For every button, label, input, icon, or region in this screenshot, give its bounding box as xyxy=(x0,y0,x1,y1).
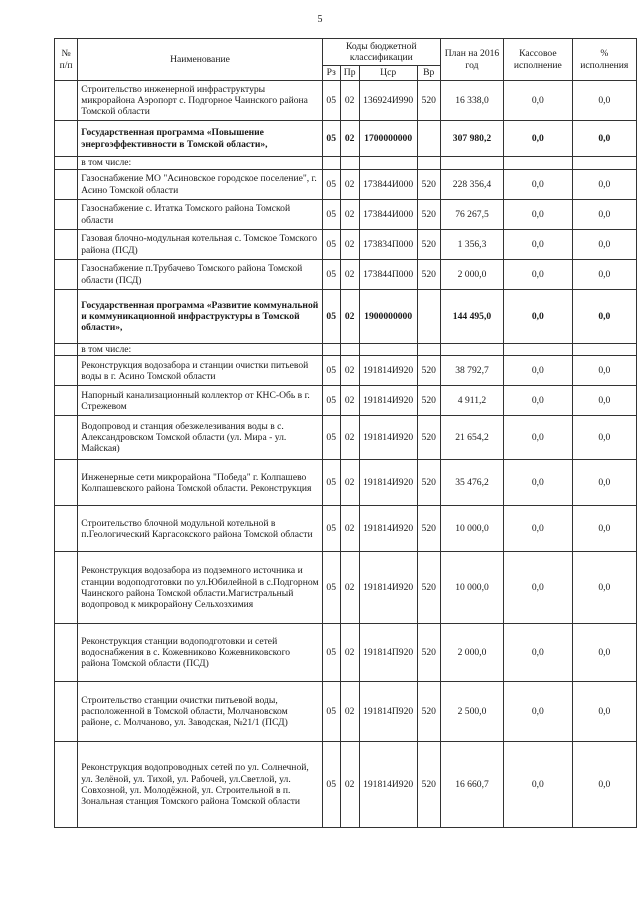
table-row xyxy=(55,356,637,386)
cell-vr: 520 xyxy=(417,460,440,506)
table-row xyxy=(55,260,637,290)
header-csr: Цср xyxy=(359,66,417,81)
cell-pr: 02 xyxy=(340,230,359,260)
cell-vr xyxy=(417,121,440,157)
cell-plan: 2 000,0 xyxy=(440,260,503,290)
page-number: 5 xyxy=(317,14,323,25)
cell-pr: 02 xyxy=(340,460,359,506)
cell-rz: 05 xyxy=(322,81,340,121)
cell-percent: 0,0 xyxy=(572,416,636,460)
cell-rz xyxy=(322,344,340,356)
cell-rz: 05 xyxy=(322,200,340,230)
cell-csr: 191814П920 xyxy=(359,682,417,742)
cell-name: Инженерные сети микрорайона "Победа" г. Колпашево Колпашевского района Томской области. Реконструкция xyxy=(78,460,323,506)
cell-name: Государственная программа «Развитие коммунальной и коммуникационной инфраструктуры в Томской области», xyxy=(78,290,323,344)
cell-percent: 0,0 xyxy=(572,552,636,624)
cell-plan: 1 356,3 xyxy=(440,230,503,260)
cell-csr: 1900000000 xyxy=(359,290,417,344)
cell-name: Строительство инженерной инфраструктуры микрорайона Аэропорт с. Подгорное Чаинского района Томской области xyxy=(78,81,323,121)
header-vr: Вр xyxy=(417,66,440,81)
cell-percent xyxy=(572,157,636,170)
cell-cash: 0,0 xyxy=(504,170,573,200)
cell-csr: 191814И920 xyxy=(359,416,417,460)
cell-csr xyxy=(359,344,417,356)
cell-name: Водопровод и станция обезжелезивания воды в с. Александровском Томской области (ул. Мира - ул. Майская) xyxy=(78,416,323,460)
cell-percent: 0,0 xyxy=(572,81,636,121)
cell-cash: 0,0 xyxy=(504,356,573,386)
header-rz: Рз xyxy=(322,66,340,81)
cell-csr xyxy=(359,157,417,170)
cell-percent: 0,0 xyxy=(572,290,636,344)
cell-number xyxy=(55,742,78,828)
cell-pr: 02 xyxy=(340,682,359,742)
cell-percent: 0,0 xyxy=(572,742,636,828)
cell-vr: 520 xyxy=(417,170,440,200)
cell-name: Реконструкция водозабора из подземного источника и станции водоподготовки по ул.Юбилейной в с.Подгорном Чаинского района Томской области.Магистральный водопровод к микрорайону Сельхозхимия xyxy=(78,552,323,624)
header-number: № п/п xyxy=(55,39,78,81)
cell-percent: 0,0 xyxy=(572,506,636,552)
cell-csr: 1700000000 xyxy=(359,121,417,157)
cell-csr: 191814П920 xyxy=(359,624,417,682)
cell-vr xyxy=(417,290,440,344)
cell-plan: 76 267,5 xyxy=(440,200,503,230)
table-row xyxy=(55,682,637,742)
cell-csr: 173834П000 xyxy=(359,230,417,260)
cell-vr: 520 xyxy=(417,416,440,460)
cell-csr: 191814И920 xyxy=(359,552,417,624)
cell-rz: 05 xyxy=(322,260,340,290)
cell-csr: 173844И000 xyxy=(359,170,417,200)
cell-rz: 05 xyxy=(322,290,340,344)
cell-number xyxy=(55,624,78,682)
cell-vr: 520 xyxy=(417,682,440,742)
table-row xyxy=(55,344,637,356)
cell-vr: 520 xyxy=(417,552,440,624)
cell-pr: 02 xyxy=(340,356,359,386)
cell-number xyxy=(55,290,78,344)
cell-pr: 02 xyxy=(340,121,359,157)
cell-plan: 228 356,4 xyxy=(440,170,503,200)
cell-name: Строительство блочной модульной котельной в п.Геологический Каргасокского района Томской области xyxy=(78,506,323,552)
cell-plan: 10 000,0 xyxy=(440,552,503,624)
header-name: Наименование xyxy=(78,39,323,81)
cell-number xyxy=(55,344,78,356)
cell-cash: 0,0 xyxy=(504,682,573,742)
cell-cash: 0,0 xyxy=(504,742,573,828)
cell-plan: 2 000,0 xyxy=(440,624,503,682)
header-pr: Пр xyxy=(340,66,359,81)
cell-csr: 191814И920 xyxy=(359,356,417,386)
table-row xyxy=(55,552,637,624)
cell-percent: 0,0 xyxy=(572,682,636,742)
cell-plan xyxy=(440,344,503,356)
cell-vr: 520 xyxy=(417,230,440,260)
table-row xyxy=(55,386,637,416)
cell-rz: 05 xyxy=(322,170,340,200)
cell-percent: 0,0 xyxy=(572,624,636,682)
cell-cash: 0,0 xyxy=(504,290,573,344)
table-row xyxy=(55,230,637,260)
cell-number xyxy=(55,230,78,260)
table-row xyxy=(55,157,637,170)
table-row xyxy=(55,624,637,682)
cell-rz: 05 xyxy=(322,506,340,552)
cell-cash: 0,0 xyxy=(504,506,573,552)
cell-cash: 0,0 xyxy=(504,624,573,682)
cell-cash xyxy=(504,157,573,170)
cell-name: в том числе: xyxy=(78,157,323,170)
cell-percent: 0,0 xyxy=(572,386,636,416)
cell-percent: 0,0 xyxy=(572,356,636,386)
cell-pr: 02 xyxy=(340,290,359,344)
cell-pr: 02 xyxy=(340,552,359,624)
cell-name: Газовая блочно-модульная котельная с. Томское Томского района (ПСД) xyxy=(78,230,323,260)
cell-pr: 02 xyxy=(340,506,359,552)
cell-pr: 02 xyxy=(340,416,359,460)
cell-pr: 02 xyxy=(340,386,359,416)
cell-number xyxy=(55,81,78,121)
cell-vr: 520 xyxy=(417,386,440,416)
cell-cash: 0,0 xyxy=(504,552,573,624)
budget-table xyxy=(54,38,637,828)
cell-cash: 0,0 xyxy=(504,416,573,460)
cell-csr: 173844И000 xyxy=(359,200,417,230)
cell-plan: 307 980,2 xyxy=(440,121,503,157)
cell-vr: 520 xyxy=(417,742,440,828)
cell-rz: 05 xyxy=(322,121,340,157)
cell-pr xyxy=(340,157,359,170)
cell-number xyxy=(55,386,78,416)
cell-plan: 21 654,2 xyxy=(440,416,503,460)
cell-pr: 02 xyxy=(340,200,359,230)
cell-name: Газоснабжение с. Итатка Томского района Томской области xyxy=(78,200,323,230)
header-cash: Кассовое исполнение xyxy=(504,39,573,81)
cell-number xyxy=(55,260,78,290)
cell-number xyxy=(55,416,78,460)
cell-vr: 520 xyxy=(417,506,440,552)
cell-cash: 0,0 xyxy=(504,460,573,506)
cell-vr: 520 xyxy=(417,260,440,290)
table-row xyxy=(55,460,637,506)
cell-number xyxy=(55,170,78,200)
cell-csr: 191814И920 xyxy=(359,742,417,828)
cell-vr xyxy=(417,157,440,170)
cell-rz: 05 xyxy=(322,356,340,386)
cell-csr: 173844П000 xyxy=(359,260,417,290)
cell-name: Строительство станции очистки питьевой воды, расположенной в Томской области, Молчановском районе, с. Молчаново, ул. Заводская, №21/1 (ПСД) xyxy=(78,682,323,742)
cell-vr: 520 xyxy=(417,200,440,230)
cell-number xyxy=(55,200,78,230)
cell-rz: 05 xyxy=(322,742,340,828)
cell-rz: 05 xyxy=(322,682,340,742)
cell-number xyxy=(55,121,78,157)
cell-vr xyxy=(417,344,440,356)
cell-percent: 0,0 xyxy=(572,170,636,200)
header-percent: % исполнения xyxy=(572,39,636,81)
table-header xyxy=(55,39,637,81)
cell-rz: 05 xyxy=(322,552,340,624)
header-plan: План на 2016 год xyxy=(440,39,503,81)
cell-cash: 0,0 xyxy=(504,230,573,260)
cell-number xyxy=(55,460,78,506)
table-row xyxy=(55,506,637,552)
cell-name: Реконструкция станции водоподготовки и сетей водоснабжения в с. Кожевниково Кожевниковского района Томской области (ПСД) xyxy=(78,624,323,682)
cell-plan: 35 476,2 xyxy=(440,460,503,506)
cell-name: Реконструкция водопроводных сетей по ул. Солнечной, ул. Зелёной, ул. Тихой, ул. Рабочей, ул.Светлой, ул. Совхозной, ул. Молодёжной, ул. Строительной в п. Зональная станция Томского района Томской области xyxy=(78,742,323,828)
cell-name: в том числе: xyxy=(78,344,323,356)
cell-cash: 0,0 xyxy=(504,260,573,290)
cell-pr: 02 xyxy=(340,742,359,828)
table-row xyxy=(55,742,637,828)
cell-rz: 05 xyxy=(322,386,340,416)
cell-pr: 02 xyxy=(340,624,359,682)
cell-csr: 191814И920 xyxy=(359,460,417,506)
cell-rz: 05 xyxy=(322,230,340,260)
table-row xyxy=(55,81,637,121)
table-row xyxy=(55,170,637,200)
cell-percent: 0,0 xyxy=(572,121,636,157)
cell-name: Напорный канализационный коллектор от КНС-Обь в г. Стрежевом xyxy=(78,386,323,416)
cell-plan: 4 911,2 xyxy=(440,386,503,416)
cell-name: Государственная программа «Повышение энергоэффективности в Томской области», xyxy=(78,121,323,157)
cell-rz: 05 xyxy=(322,460,340,506)
cell-pr: 02 xyxy=(340,170,359,200)
header-codes-group: Коды бюджетной классификации xyxy=(322,39,440,66)
cell-number xyxy=(55,682,78,742)
cell-number xyxy=(55,157,78,170)
cell-plan xyxy=(440,157,503,170)
cell-cash: 0,0 xyxy=(504,386,573,416)
table-row xyxy=(55,290,637,344)
cell-number xyxy=(55,356,78,386)
cell-percent: 0,0 xyxy=(572,260,636,290)
cell-name: Газоснабжение п.Трубачево Томского района Томской области (ПСД) xyxy=(78,260,323,290)
cell-name: Газоснабжение МО "Асиновское городское поселение", г. Асино Томской области xyxy=(78,170,323,200)
cell-percent: 0,0 xyxy=(572,230,636,260)
cell-pr xyxy=(340,344,359,356)
cell-number xyxy=(55,506,78,552)
cell-percent xyxy=(572,344,636,356)
table-row xyxy=(55,121,637,157)
cell-vr: 520 xyxy=(417,624,440,682)
cell-cash: 0,0 xyxy=(504,121,573,157)
cell-rz: 05 xyxy=(322,624,340,682)
cell-csr: 191814И920 xyxy=(359,386,417,416)
cell-number xyxy=(55,552,78,624)
cell-csr: 191814И920 xyxy=(359,506,417,552)
cell-cash: 0,0 xyxy=(504,81,573,121)
cell-pr: 02 xyxy=(340,260,359,290)
cell-plan: 10 000,0 xyxy=(440,506,503,552)
cell-csr: 136924И990 xyxy=(359,81,417,121)
cell-percent: 0,0 xyxy=(572,460,636,506)
cell-rz xyxy=(322,157,340,170)
cell-plan: 38 792,7 xyxy=(440,356,503,386)
cell-name: Реконструкция водозабора и станции очистки питьевой воды в г. Асино Томской области xyxy=(78,356,323,386)
cell-plan: 16 338,0 xyxy=(440,81,503,121)
cell-cash: 0,0 xyxy=(504,200,573,230)
table-row xyxy=(55,416,637,460)
cell-vr: 520 xyxy=(417,356,440,386)
cell-percent: 0,0 xyxy=(572,200,636,230)
cell-plan: 144 495,0 xyxy=(440,290,503,344)
cell-vr: 520 xyxy=(417,81,440,121)
table-body xyxy=(55,81,637,828)
table-row xyxy=(55,200,637,230)
cell-cash xyxy=(504,344,573,356)
cell-rz: 05 xyxy=(322,416,340,460)
cell-pr: 02 xyxy=(340,81,359,121)
cell-plan: 2 500,0 xyxy=(440,682,503,742)
cell-plan: 16 660,7 xyxy=(440,742,503,828)
